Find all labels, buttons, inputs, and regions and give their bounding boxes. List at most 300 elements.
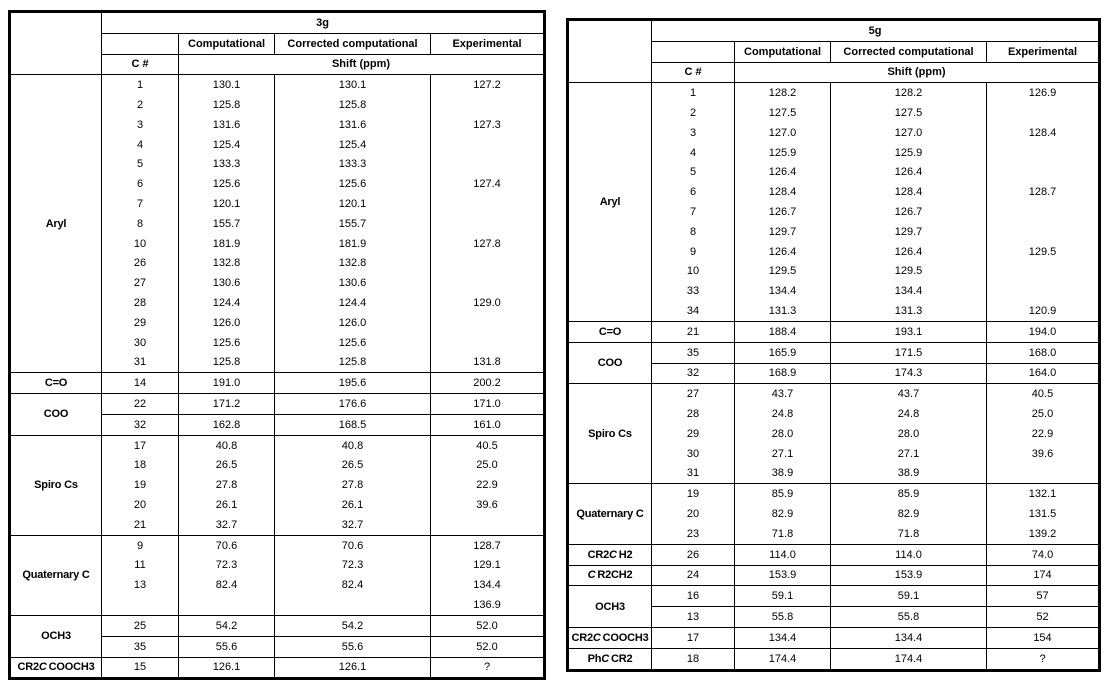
shift-value-cell: 134.4	[831, 281, 987, 301]
shift-value-cell: 171.2	[179, 394, 275, 415]
shift-value-cell: 127.4	[431, 174, 545, 194]
shift-value-cell: 126.4	[735, 163, 831, 183]
c-number-cell: 2	[102, 95, 179, 115]
c-number-cell: 29	[652, 424, 735, 444]
shift-value-cell: 154	[987, 627, 1100, 648]
c-number-cell: 27	[652, 384, 735, 404]
shift-value-cell: 55.8	[831, 607, 987, 628]
c-number-cell: 3	[652, 123, 735, 143]
shift-value-cell: 176.6	[275, 394, 431, 415]
italic-carbon-marker: C	[587, 569, 596, 582]
shift-value-cell: 131.3	[831, 301, 987, 321]
shift-value-cell: 155.7	[179, 214, 275, 234]
c-number-cell: 34	[652, 301, 735, 321]
shift-value-cell: 27.1	[831, 444, 987, 464]
data-row	[10, 435, 545, 455]
c-number-cell: 4	[102, 135, 179, 155]
c-number-cell: 9	[102, 535, 179, 555]
shift-value-cell: ?	[987, 648, 1100, 670]
shift-value-cell: 40.8	[275, 435, 431, 455]
group-label-text: Quaternary C	[576, 508, 644, 521]
corner-cell	[568, 20, 652, 83]
shift-value-cell: 131.8	[431, 353, 545, 373]
shift-value-cell: 127.0	[735, 123, 831, 143]
c-number-cell: 1	[652, 83, 735, 103]
data-row	[568, 565, 1100, 586]
shift-value-cell: 129.5	[735, 262, 831, 282]
group-label-text: CR2	[611, 652, 633, 665]
shift-value-cell: 38.9	[735, 464, 831, 484]
data-row	[568, 544, 1100, 565]
shift-value-cell: 127.3	[431, 115, 545, 135]
shift-value-cell: 129.5	[831, 262, 987, 282]
table-title: 3g	[102, 12, 545, 34]
group-label	[10, 657, 102, 679]
shift-value-cell	[431, 155, 545, 175]
c-number-cell: 30	[102, 333, 179, 353]
shift-value-cell: 125.6	[275, 174, 431, 194]
c-number-cell: 29	[102, 313, 179, 333]
shift-value-cell: 82.9	[735, 504, 831, 524]
data-row	[568, 321, 1100, 342]
group-label	[10, 435, 102, 535]
shift-value-cell: 59.1	[831, 586, 987, 607]
shift-value-cell: 70.6	[275, 535, 431, 555]
shift-value-cell: ?	[431, 657, 545, 679]
shift-value-cell: 38.9	[831, 464, 987, 484]
shift-value-cell: 39.6	[431, 495, 545, 515]
c-number-cell: 3	[102, 115, 179, 135]
group-label-text: C=O	[44, 377, 68, 390]
shift-value-cell	[431, 313, 545, 333]
shift-value-cell	[987, 262, 1100, 282]
shift-value-cell: 168.5	[275, 414, 431, 435]
shift-value-cell: 54.2	[275, 615, 431, 636]
data-row	[568, 484, 1100, 504]
c-number-cell: 13	[102, 575, 179, 595]
group-label-text: Quaternary C	[22, 569, 90, 582]
shift-value-cell: 43.7	[735, 384, 831, 404]
column-header: Corrected computational	[831, 41, 987, 62]
group-label-text: Spiro Cs	[34, 479, 78, 492]
c-number-cell: 17	[102, 435, 179, 455]
column-header: Computational	[179, 33, 275, 54]
c-number-cell: 8	[652, 222, 735, 242]
group-label-text: Ph	[587, 652, 602, 665]
shift-value-cell: 132.8	[179, 254, 275, 274]
c-number-cell: 21	[102, 515, 179, 535]
c-number-cell: 32	[652, 363, 735, 384]
shift-value-cell: 24.8	[735, 404, 831, 424]
shift-value-cell: 114.0	[831, 544, 987, 565]
shift-value-cell: 126.0	[275, 313, 431, 333]
shift-value-cell: 129.5	[987, 242, 1100, 262]
shift-value-cell: 127.0	[831, 123, 987, 143]
shift-value-cell: 24.8	[831, 404, 987, 424]
data-row	[568, 648, 1100, 670]
group-label-text: COOCH3	[48, 661, 95, 674]
shift-value-cell: 126.0	[179, 313, 275, 333]
shift-value-cell: 191.0	[179, 373, 275, 394]
italic-carbon-marker: C	[601, 652, 609, 665]
shift-value-cell	[431, 273, 545, 293]
c-number-cell: 4	[652, 143, 735, 163]
c-number-cell: 31	[102, 353, 179, 373]
shift-value-cell: 127.5	[831, 103, 987, 123]
shift-value-cell: 125.8	[179, 353, 275, 373]
shift-value-cell: 194.0	[987, 321, 1100, 342]
shift-value-cell	[431, 214, 545, 234]
header-row-title	[568, 20, 1100, 42]
c-number-cell: 8	[102, 214, 179, 234]
shift-value-cell: 139.2	[987, 524, 1100, 544]
c-number-cell: 10	[102, 234, 179, 254]
shift-value-cell: 153.9	[831, 565, 987, 586]
c-number-cell: 19	[652, 484, 735, 504]
shift-value-cell: 52.0	[431, 636, 545, 657]
shift-value-cell: 27.8	[179, 475, 275, 495]
group-label-text: Aryl	[45, 217, 67, 230]
group-label-text: COOCH3	[602, 631, 649, 644]
shift-value-cell: 40.5	[987, 384, 1100, 404]
shift-value-cell: 127.5	[735, 103, 831, 123]
shift-value-cell: 52	[987, 607, 1100, 628]
shift-value-cell: 22.9	[431, 475, 545, 495]
shift-value-cell: 174.3	[831, 363, 987, 384]
italic-carbon-marker: C	[38, 661, 47, 674]
shift-value-cell	[987, 103, 1100, 123]
shift-value-cell: 171.5	[831, 342, 987, 363]
data-row	[10, 615, 545, 636]
column-header: Corrected computational	[275, 33, 431, 54]
data-row	[10, 373, 545, 394]
shift-value-cell: 134.4	[831, 627, 987, 648]
group-label-text: CR2	[587, 548, 609, 561]
c-number-cell: 1	[102, 75, 179, 95]
c-number-cell: 24	[652, 565, 735, 586]
shift-value-cell: 164.0	[987, 363, 1100, 384]
group-label	[568, 384, 652, 484]
shift-value-cell: 25.0	[987, 404, 1100, 424]
shift-value-cell: 129.1	[431, 556, 545, 576]
shift-value-cell: 174.4	[735, 648, 831, 670]
shift-value-cell: 125.9	[735, 143, 831, 163]
c-number-header: C #	[652, 62, 735, 83]
shift-value-cell: 28.0	[735, 424, 831, 444]
shift-value-cell: 130.1	[179, 75, 275, 95]
group-label	[568, 586, 652, 628]
shift-value-cell: 114.0	[735, 544, 831, 565]
shift-value-cell: 126.1	[275, 657, 431, 679]
shift-value-cell: 126.4	[831, 242, 987, 262]
c-number-cell: 18	[102, 456, 179, 476]
shift-value-cell: 120.9	[987, 301, 1100, 321]
shift-value-cell: 82.9	[831, 504, 987, 524]
shift-value-cell: 130.1	[275, 75, 431, 95]
group-label	[568, 627, 652, 648]
group-label	[568, 544, 652, 565]
data-row	[568, 384, 1100, 404]
shift-value-cell: 125.6	[179, 174, 275, 194]
c-number-cell: 16	[652, 586, 735, 607]
italic-carbon-marker: C	[608, 548, 617, 561]
shift-value-cell: 85.9	[735, 484, 831, 504]
shift-value-cell	[431, 95, 545, 115]
shift-value-cell: 125.4	[275, 135, 431, 155]
c-number-cell: 35	[652, 342, 735, 363]
group-label	[568, 321, 652, 342]
c-number-cell: 7	[652, 202, 735, 222]
shift-value-cell: 165.9	[735, 342, 831, 363]
group-label	[568, 342, 652, 384]
shift-value-cell: 125.6	[275, 333, 431, 353]
group-label-text: Spiro Cs	[588, 427, 632, 440]
shift-header: Shift (ppm)	[735, 62, 1100, 83]
group-label-text: CR2	[571, 631, 593, 644]
shift-value-cell: 136.9	[431, 595, 545, 615]
shift-value-cell: 28.0	[831, 424, 987, 444]
c-number-cell: 10	[652, 262, 735, 282]
column-header: Experimental	[987, 41, 1100, 62]
shift-value-cell	[987, 464, 1100, 484]
column-header: Computational	[735, 41, 831, 62]
shift-value-cell: 124.4	[179, 293, 275, 313]
c-number-cell: 33	[652, 281, 735, 301]
shift-value-cell: 32.7	[275, 515, 431, 535]
shift-value-cell: 128.7	[987, 182, 1100, 202]
shift-value-cell: 26.5	[179, 456, 275, 476]
shift-value-cell: 32.7	[179, 515, 275, 535]
c-number-cell: 5	[102, 155, 179, 175]
shift-value-cell: 57	[987, 586, 1100, 607]
group-label	[10, 615, 102, 657]
corner-cell	[10, 12, 102, 75]
shift-value-cell: 153.9	[735, 565, 831, 586]
group-label-text: OCH3	[41, 630, 71, 643]
c-number-cell: 25	[102, 615, 179, 636]
shift-value-cell: 26.1	[179, 495, 275, 515]
shift-value-cell: 82.4	[179, 575, 275, 595]
c-number-cell: 17	[652, 627, 735, 648]
c-number-cell: 20	[102, 495, 179, 515]
shift-value-cell: 70.6	[179, 535, 275, 555]
data-row	[568, 627, 1100, 648]
shift-value-cell: 39.6	[987, 444, 1100, 464]
shift-header: Shift (ppm)	[179, 54, 545, 75]
shift-value-cell: 22.9	[987, 424, 1100, 444]
data-row	[568, 586, 1100, 607]
group-label-text: R2CH2	[597, 569, 633, 582]
group-label	[568, 484, 652, 544]
shift-value-cell: 126.9	[987, 83, 1100, 103]
shift-value-cell: 74.0	[987, 544, 1100, 565]
shift-value-cell: 54.2	[179, 615, 275, 636]
italic-carbon-marker: C	[592, 631, 601, 644]
group-label	[568, 648, 652, 670]
shift-value-cell: 82.4	[275, 575, 431, 595]
group-label	[10, 535, 102, 615]
shift-value-cell	[431, 333, 545, 353]
shift-value-cell: 131.6	[179, 115, 275, 135]
shift-value-cell: 128.4	[735, 182, 831, 202]
shift-value-cell: 25.0	[431, 456, 545, 476]
shift-value-cell: 161.0	[431, 414, 545, 435]
shift-value-cell	[987, 163, 1100, 183]
shift-table-5g	[566, 18, 1101, 672]
c-number-cell: 21	[652, 321, 735, 342]
c-number-header: C #	[102, 54, 179, 75]
shift-value-cell	[431, 515, 545, 535]
shift-value-cell: 129.7	[831, 222, 987, 242]
shift-value-cell: 72.3	[179, 556, 275, 576]
shift-value-cell: 126.4	[735, 242, 831, 262]
shift-value-cell: 125.9	[831, 143, 987, 163]
c-number-cell: 26	[102, 254, 179, 274]
shift-value-cell: 181.9	[275, 234, 431, 254]
shift-value-cell: 27.8	[275, 475, 431, 495]
c-number-cell: 27	[102, 273, 179, 293]
shift-value-cell: 134.4	[735, 627, 831, 648]
table-title: 5g	[652, 20, 1100, 42]
shift-value-cell	[179, 595, 275, 615]
c-number-cell: 28	[652, 404, 735, 424]
shift-value-cell	[431, 135, 545, 155]
shift-value-cell: 174.4	[831, 648, 987, 670]
c-number-cell: 5	[652, 163, 735, 183]
shift-value-cell: 130.6	[275, 273, 431, 293]
group-label-text: Aryl	[599, 196, 621, 209]
shift-value-cell: 181.9	[179, 234, 275, 254]
group-label-text: OCH3	[595, 600, 625, 613]
shift-value-cell: 155.7	[275, 214, 431, 234]
data-row	[10, 75, 545, 95]
shift-value-cell: 55.8	[735, 607, 831, 628]
shift-value-cell: 71.8	[735, 524, 831, 544]
shift-value-cell: 131.6	[275, 115, 431, 135]
c-number-cell: 14	[102, 373, 179, 394]
shift-value-cell: 125.8	[179, 95, 275, 115]
group-label-text: H2	[618, 548, 633, 561]
shift-value-cell: 52.0	[431, 615, 545, 636]
shift-value-cell: 125.4	[179, 135, 275, 155]
shift-value-cell: 193.1	[831, 321, 987, 342]
group-label	[10, 394, 102, 436]
shift-value-cell: 129.7	[735, 222, 831, 242]
shift-value-cell: 168.9	[735, 363, 831, 384]
c-number-cell: 19	[102, 475, 179, 495]
shift-value-cell: 128.2	[735, 83, 831, 103]
c-number-cell: 28	[102, 293, 179, 313]
shift-value-cell	[987, 281, 1100, 301]
shift-value-cell: 128.4	[831, 182, 987, 202]
c-number-cell: 11	[102, 556, 179, 576]
shift-value-cell: 27.1	[735, 444, 831, 464]
c-number-cell: 7	[102, 194, 179, 214]
shift-value-cell: 125.8	[275, 353, 431, 373]
shift-value-cell: 195.6	[275, 373, 431, 394]
shift-value-cell: 26.5	[275, 456, 431, 476]
group-label-text: C=O	[598, 325, 622, 338]
c-number-cell: 23	[652, 524, 735, 544]
shift-value-cell: 72.3	[275, 556, 431, 576]
c-number-cell: 35	[102, 636, 179, 657]
shift-value-cell: 188.4	[735, 321, 831, 342]
group-label	[568, 83, 652, 322]
c-number-cell: 20	[652, 504, 735, 524]
shift-value-cell: 26.1	[275, 495, 431, 515]
shift-value-cell	[431, 254, 545, 274]
shift-value-cell: 127.8	[431, 234, 545, 254]
c-number-cell: 9	[652, 242, 735, 262]
shift-value-cell: 133.3	[275, 155, 431, 175]
blank-header-cell	[652, 41, 735, 62]
shift-value-cell: 131.5	[987, 504, 1100, 524]
shift-value-cell: 120.1	[275, 194, 431, 214]
shift-value-cell: 131.3	[735, 301, 831, 321]
shift-value-cell: 126.7	[735, 202, 831, 222]
c-number-cell: 13	[652, 607, 735, 628]
c-number-cell	[102, 595, 179, 615]
group-label	[10, 373, 102, 394]
shift-value-cell: 124.4	[275, 293, 431, 313]
shift-value-cell: 71.8	[831, 524, 987, 544]
shift-value-cell: 55.6	[275, 636, 431, 657]
c-number-cell: 2	[652, 103, 735, 123]
c-number-cell: 22	[102, 394, 179, 415]
shift-value-cell: 132.1	[987, 484, 1100, 504]
shift-value-cell: 85.9	[831, 484, 987, 504]
shift-value-cell: 125.8	[275, 95, 431, 115]
shift-value-cell: 129.0	[431, 293, 545, 313]
data-row	[568, 342, 1100, 363]
shift-value-cell: 128.4	[987, 123, 1100, 143]
group-label-text: CR2	[17, 661, 39, 674]
shift-value-cell	[431, 194, 545, 214]
shift-value-cell: 127.2	[431, 75, 545, 95]
c-number-cell: 30	[652, 444, 735, 464]
c-number-cell: 6	[102, 174, 179, 194]
shift-value-cell: 126.4	[831, 163, 987, 183]
shift-value-cell: 200.2	[431, 373, 545, 394]
shift-value-cell	[275, 595, 431, 615]
shift-value-cell	[987, 143, 1100, 163]
c-number-cell: 6	[652, 182, 735, 202]
group-label	[568, 565, 652, 586]
data-row	[10, 657, 545, 679]
shift-value-cell: 125.6	[179, 333, 275, 353]
data-row	[10, 394, 545, 415]
shift-value-cell: 134.4	[735, 281, 831, 301]
group-label-text: COO	[43, 408, 69, 421]
c-number-cell: 32	[102, 414, 179, 435]
shift-value-cell: 174	[987, 565, 1100, 586]
group-label-text: COO	[597, 357, 623, 370]
data-row	[10, 535, 545, 555]
shift-value-cell: 168.0	[987, 342, 1100, 363]
shift-value-cell: 133.3	[179, 155, 275, 175]
column-header: Experimental	[431, 33, 545, 54]
shift-value-cell: 59.1	[735, 586, 831, 607]
group-label	[10, 75, 102, 373]
c-number-cell: 26	[652, 544, 735, 565]
shift-value-cell: 128.7	[431, 535, 545, 555]
shift-value-cell: 55.6	[179, 636, 275, 657]
shift-value-cell: 120.1	[179, 194, 275, 214]
shift-value-cell: 43.7	[831, 384, 987, 404]
header-row-title	[10, 12, 545, 34]
shift-value-cell: 134.4	[431, 575, 545, 595]
shift-value-cell: 171.0	[431, 394, 545, 415]
